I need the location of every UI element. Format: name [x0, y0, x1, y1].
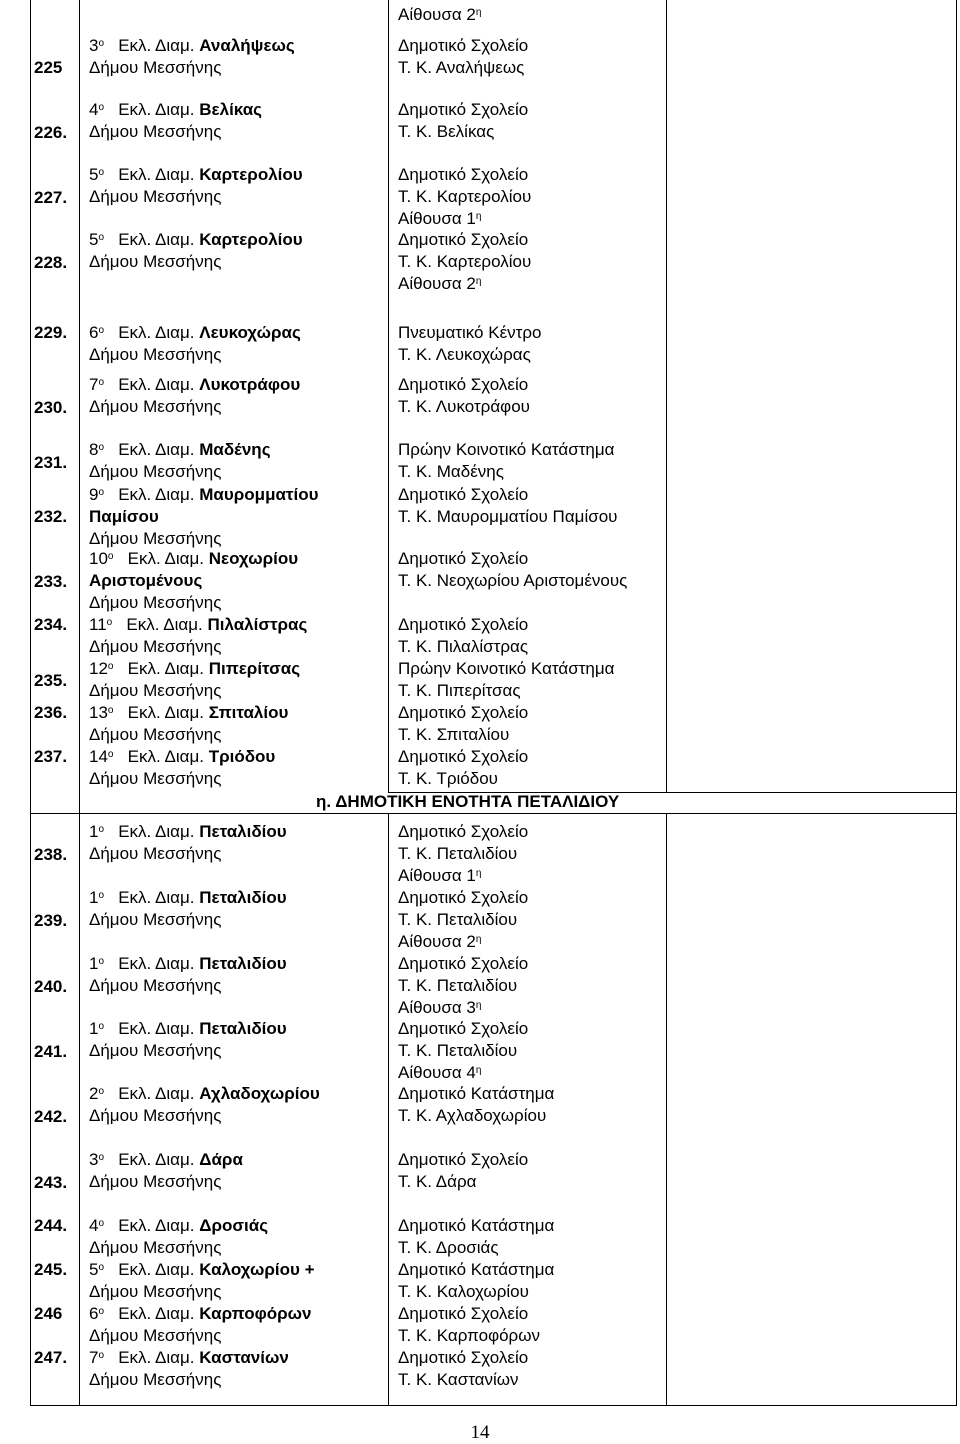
- station-place: Πεταλιδίου: [199, 1019, 287, 1038]
- location-line: [398, 322, 542, 344]
- table-rule: [388, 0, 389, 792]
- location-line: [398, 1237, 499, 1259]
- station-order-suffix: ο: [98, 1350, 105, 1361]
- station-order: 10: [89, 549, 108, 568]
- station-prefix: Εκλ. Διαμ.: [118, 1084, 195, 1103]
- location-line: [398, 99, 528, 121]
- location-text: Δημοτικό Σχολείο: [398, 747, 529, 766]
- station-number: 238.: [34, 845, 68, 864]
- station-name-line: [89, 1303, 311, 1325]
- location-line: [398, 374, 528, 396]
- location-line: [398, 57, 524, 79]
- station-place: Πιπερίτσας: [208, 659, 301, 678]
- location-text: Τ. Κ. Δάρα: [398, 1172, 477, 1191]
- station-place: Λευκοχώρας: [199, 323, 301, 342]
- location-line: [398, 953, 528, 975]
- location-text: Τ. Κ. Πεταλιδίου: [398, 1041, 518, 1060]
- station-order: 8: [89, 440, 99, 459]
- location-line: [398, 843, 517, 865]
- station-prefix: Εκλ. Διαμ.: [118, 165, 195, 184]
- station-order-suffix: ο: [98, 956, 105, 967]
- location-text: Τ. Κ. Πεταλιδίου: [398, 910, 518, 929]
- station-prefix: Εκλ. Διαμ.: [118, 100, 195, 119]
- hall-number-suffix: η: [475, 1000, 482, 1011]
- hall-number-suffix: η: [475, 868, 482, 879]
- location-text: Τ. Κ. Λυκοτράφου: [398, 397, 530, 416]
- station-name-line: [89, 887, 287, 909]
- station-order-suffix: ο: [98, 1218, 105, 1229]
- location-text: Δημοτικό Σχολείο: [398, 375, 529, 394]
- station-order: 5: [89, 230, 99, 249]
- station-place: Δάρα: [199, 1150, 243, 1169]
- station-prefix: Εκλ. Διαμ.: [127, 549, 204, 568]
- station-place: Πεταλιδίου: [199, 822, 287, 841]
- station-order-suffix: ο: [98, 890, 105, 901]
- location-hall: [398, 997, 481, 1019]
- station-municipality: Δήμου Μεσσήνης: [89, 593, 222, 612]
- location-hall: [398, 1062, 481, 1084]
- station-municipality: Δήμου Μεσσήνης: [89, 462, 222, 481]
- location-line: [398, 702, 528, 724]
- hall-number-suffix: η: [475, 211, 482, 222]
- station-name-line: [89, 702, 288, 724]
- station-order-suffix: ο: [98, 325, 105, 336]
- station-municipality: Δήμου Μεσσήνης: [89, 1370, 222, 1389]
- location-line: [398, 229, 528, 251]
- location-text: Τ. Κ. Καστανίων: [398, 1370, 519, 1389]
- station-order: 5: [89, 1260, 99, 1279]
- station-name-line: [89, 229, 303, 251]
- station-order: 12: [89, 659, 108, 678]
- station-order-suffix: ο: [106, 617, 113, 628]
- location-line: [398, 636, 528, 658]
- location-text: Δημοτικό Σχολείο: [398, 954, 529, 973]
- location-line: [398, 506, 617, 528]
- station-place: Καρτερολίου: [199, 230, 303, 249]
- location-text: Δημοτικό Σχολείο: [398, 230, 529, 249]
- station-prefix: Εκλ. Διαμ.: [118, 440, 195, 459]
- station-name-line: [89, 548, 298, 570]
- station-number: 235.: [34, 671, 68, 690]
- station-prefix: Εκλ. Διαμ.: [118, 954, 195, 973]
- station-place: Λυκοτράφου: [199, 375, 301, 394]
- hall-label: Αίθουσα 3: [398, 998, 476, 1017]
- table-rule: [666, 814, 667, 1406]
- location-text: Δημοτικό Σχολείο: [398, 615, 529, 634]
- location-line: [398, 1083, 554, 1105]
- station-name-line: [89, 1149, 243, 1171]
- station-municipality: Δήμου Μεσσήνης: [89, 345, 222, 364]
- location-text: Τ. Κ. Καλοχωρίου: [398, 1282, 529, 1301]
- station-number: 245.: [34, 1260, 68, 1279]
- station-municipality: Δήμου Μεσσήνης: [89, 910, 222, 929]
- station-name-line: [89, 746, 275, 768]
- location-line: [398, 548, 528, 570]
- station-name-line: [89, 99, 262, 121]
- station-prefix: Εκλ. Διαμ.: [127, 703, 204, 722]
- station-number: 242.: [34, 1107, 68, 1126]
- location-line: [398, 768, 498, 790]
- location-line: [398, 1040, 517, 1062]
- station-number: 230.: [34, 397, 68, 417]
- location-text: Δημοτικό Κατάστημα: [398, 1216, 555, 1235]
- station-name-line: [89, 1347, 289, 1369]
- station-name-line: [89, 658, 300, 680]
- location-text: Δημοτικό Σχολείο: [398, 703, 529, 722]
- station-order: 1: [89, 954, 99, 973]
- location-line: [398, 658, 614, 680]
- station-name-line: [89, 614, 307, 636]
- station-order-suffix: ο: [98, 1262, 105, 1273]
- station-order-suffix: ο: [98, 38, 105, 49]
- station-order: 14: [89, 747, 108, 766]
- station-municipality: Δήμου Μεσσήνης: [89, 1282, 222, 1301]
- location-text: Δημοτικό Κατάστημα: [398, 1084, 555, 1103]
- location-line: [398, 1347, 528, 1369]
- station-number: 226.: [34, 122, 68, 142]
- location-line: [398, 484, 528, 506]
- station-number: 225: [34, 58, 63, 77]
- table-rule: [79, 0, 80, 1406]
- station-name-line: [89, 1018, 287, 1040]
- station-prefix: Εκλ. Διαμ.: [127, 659, 204, 678]
- table-rule: [30, 813, 957, 814]
- station-order: 3: [89, 36, 99, 55]
- station-municipality: Δήμου Μεσσήνης: [89, 1106, 222, 1125]
- station-place: Καρτερολίου: [199, 165, 303, 184]
- station-prefix: Εκλ. Διαμ.: [118, 230, 195, 249]
- station-municipality: Δήμου Μεσσήνης: [89, 397, 222, 416]
- location-line: [398, 887, 528, 909]
- station-place: Αχλαδοχωρίου: [199, 1084, 320, 1103]
- location-text: Δημοτικό Σχολείο: [398, 165, 529, 184]
- station-municipality: Δήμου Μεσσήνης: [89, 769, 222, 788]
- station-order-suffix: ο: [98, 232, 105, 243]
- table-rule: [30, 1405, 957, 1406]
- station-number: 231.: [34, 452, 68, 472]
- location-text: Τ. Κ. Αχλαδοχωρίου: [398, 1106, 547, 1125]
- station-municipality: Δήμου Μεσσήνης: [89, 122, 222, 141]
- location-text: Τ. Κ. Τριόδου: [398, 769, 498, 788]
- station-number: 237.: [34, 747, 68, 766]
- hall-number-suffix: η: [475, 934, 482, 945]
- station-municipality: Δήμου Μεσσήνης: [89, 1238, 222, 1257]
- location-text: Τ. Κ. Μαυρομματίου Παμίσου: [398, 507, 618, 526]
- location-text: Τ. Κ. Νεοχωρίου Αριστομένους: [398, 571, 628, 590]
- station-order: 1: [89, 1019, 99, 1038]
- location-line: [398, 35, 528, 57]
- location-text: Πρώην Κοινοτικό Κατάστημα: [398, 440, 615, 459]
- location-line: [398, 121, 494, 143]
- station-order-suffix: ο: [107, 551, 114, 562]
- station-municipality: Δήμου Μεσσήνης: [89, 1041, 222, 1060]
- location-text: Δημοτικό Σχολείο: [398, 100, 529, 119]
- station-name-line: [89, 35, 295, 57]
- location-text: Δημοτικό Σχολείο: [398, 1019, 529, 1038]
- location-text: Τ. Κ. Λευκοχώρας: [398, 345, 531, 364]
- station-place: Τριόδου: [208, 747, 276, 766]
- table-rule: [666, 0, 667, 792]
- table-rule: [956, 0, 957, 1406]
- station-place: Βελίκας: [199, 100, 262, 119]
- station-place: Αναλήψεως: [199, 36, 295, 55]
- station-number: 227.: [34, 187, 68, 207]
- station-prefix: Εκλ. Διαμ.: [118, 1150, 195, 1169]
- location-text: Δημοτικό Σχολείο: [398, 888, 529, 907]
- station-order-suffix: ο: [98, 1021, 105, 1032]
- station-name-line: [89, 1259, 315, 1281]
- location-text: Τ. Κ. Καρτερολίου: [398, 252, 532, 271]
- station-order: 13: [89, 703, 108, 722]
- location-line: [398, 186, 531, 208]
- location-text: Τ. Κ. Καρτερολίου: [398, 187, 532, 206]
- location-line: [398, 1259, 554, 1281]
- location-hall: [398, 208, 481, 230]
- location-line: [398, 1018, 528, 1040]
- location-text: Τ. Κ. Καρποφόρων: [398, 1326, 541, 1345]
- location-line: [398, 164, 528, 186]
- location-line: [398, 746, 528, 768]
- station-prefix: Εκλ. Διαμ.: [118, 1019, 195, 1038]
- station-order: 7: [89, 375, 99, 394]
- hall-label: Αίθουσα 2: [398, 932, 476, 951]
- station-order: 4: [89, 1216, 99, 1235]
- station-prefix: Εκλ. Διαμ.: [118, 36, 195, 55]
- station-place: Καρποφόρων: [199, 1304, 312, 1323]
- location-line: [398, 1369, 519, 1391]
- station-order: 1: [89, 888, 99, 907]
- hall-number-suffix: η: [475, 1065, 482, 1076]
- station-municipality: Δήμου Μεσσήνης: [89, 725, 222, 744]
- station-place-continued: Αριστομένους: [89, 571, 203, 590]
- table-rule: [388, 814, 389, 1406]
- station-prefix: Εκλ. Διαμ.: [118, 1260, 195, 1279]
- station-municipality: Δήμου Μεσσήνης: [89, 844, 222, 863]
- station-prefix: Εκλ. Διαμ.: [118, 375, 195, 394]
- location-line: [398, 1325, 540, 1347]
- station-order-suffix: ο: [107, 661, 114, 672]
- location-text: Τ. Κ. Πιλαλίστρας: [398, 637, 529, 656]
- station-order-suffix: ο: [98, 487, 105, 498]
- station-prefix: Εκλ. Διαμ.: [118, 1348, 195, 1367]
- location-text: Τ. Κ. Βελίκας: [398, 122, 495, 141]
- location-text: Δημοτικό Σχολείο: [398, 485, 529, 504]
- location-text: Τ. Κ. Πιπερίτσας: [398, 681, 521, 700]
- station-number: 240.: [34, 976, 68, 996]
- hall-label: Αίθουσα 1: [398, 209, 476, 228]
- station-place: Πιλαλίστρας: [207, 615, 308, 634]
- station-prefix: Εκλ. Διαμ.: [118, 485, 195, 504]
- station-municipality: Δήμου Μεσσήνης: [89, 1326, 222, 1345]
- location-hall: [398, 865, 481, 887]
- station-number: 229.: [34, 323, 68, 342]
- station-order-suffix: ο: [98, 377, 105, 388]
- location-text: Πνευματικό Κέντρο: [398, 323, 542, 342]
- station-prefix: Εκλ. Διαμ.: [127, 747, 204, 766]
- station-number: 244.: [34, 1216, 68, 1235]
- location-line: [398, 1149, 528, 1171]
- location-text: Τ. Κ. Μαδένης: [398, 462, 504, 481]
- station-order: 6: [89, 1304, 99, 1323]
- location-line: [398, 975, 517, 997]
- location-text: Τ. Κ. Πεταλιδίου: [398, 844, 518, 863]
- location-line: [398, 680, 521, 702]
- page-number: 14: [470, 1422, 490, 1443]
- location-text: Δημοτικό Σχολείο: [398, 36, 529, 55]
- location-line: [398, 344, 531, 366]
- station-number: 247.: [34, 1348, 68, 1367]
- station-name-line: [89, 484, 319, 506]
- station-number: 228.: [34, 252, 68, 272]
- station-order-suffix: ο: [98, 1152, 105, 1163]
- station-prefix: Εκλ. Διαμ.: [118, 888, 195, 907]
- station-place: Πεταλιδίου: [199, 888, 287, 907]
- station-place: Μαδένης: [199, 440, 271, 459]
- location-text: Τ. Κ. Σπιταλίου: [398, 725, 510, 744]
- station-order: 1: [89, 822, 99, 841]
- hall-number-suffix: η: [475, 276, 482, 287]
- station-order: 6: [89, 323, 99, 342]
- location-line: [398, 570, 627, 592]
- station-order: 4: [89, 100, 99, 119]
- station-order-suffix: ο: [107, 705, 114, 716]
- station-name-line: [89, 1215, 268, 1237]
- station-place: Νεοχωρίου: [208, 549, 299, 568]
- station-order-suffix: ο: [107, 749, 114, 760]
- station-order: 3: [89, 1150, 99, 1169]
- station-number: 243.: [34, 1173, 68, 1192]
- station-place: Πεταλιδίου: [199, 954, 287, 973]
- location-hall: [398, 273, 481, 295]
- location-line: [398, 461, 504, 483]
- location-line: [398, 1171, 477, 1193]
- location-text: Δημοτικό Σχολείο: [398, 1150, 529, 1169]
- location-line: [398, 396, 530, 418]
- station-number: 246: [34, 1304, 63, 1323]
- station-name-line: [89, 1083, 320, 1105]
- location-hall: [398, 931, 481, 953]
- station-number: 239.: [34, 911, 68, 930]
- station-municipality: Δήμου Μεσσήνης: [89, 1172, 222, 1191]
- location-text: Δημοτικό Σχολείο: [398, 1348, 529, 1367]
- section-heading-petalidi: η. ΔΗΜΟΤΙΚΗ ΕΝΟΤΗΤΑ ΠΕΤΑΛΙΔΙΟΥ: [316, 792, 620, 811]
- station-order: 5: [89, 165, 99, 184]
- station-name-line: [89, 953, 287, 975]
- station-name-line: [89, 374, 300, 396]
- station-number: 233.: [34, 572, 68, 591]
- station-name-line: [89, 164, 303, 186]
- location-line: [398, 251, 531, 273]
- location-text: Πρώην Κοινοτικό Κατάστημα: [398, 659, 615, 678]
- station-order: 11: [89, 615, 107, 634]
- hall-label: Αίθουσα 2: [398, 274, 476, 293]
- station-place: Καστανίων: [199, 1348, 289, 1367]
- location-line: [398, 1215, 554, 1237]
- station-order-suffix: ο: [98, 102, 105, 113]
- station-number: 236.: [34, 703, 68, 722]
- station-order-suffix: ο: [98, 1086, 105, 1097]
- station-number: 241.: [34, 1041, 68, 1061]
- location-line: [398, 909, 517, 931]
- station-order: 2: [89, 1084, 99, 1103]
- station-place: Δροσιάς: [199, 1216, 269, 1235]
- station-name-line: [89, 322, 301, 344]
- station-municipality: Δήμου Μεσσήνης: [89, 681, 222, 700]
- location-line: [398, 1105, 546, 1127]
- location-line: [398, 614, 528, 636]
- location-text: Δημοτικό Σχολείο: [398, 549, 529, 568]
- location-text: Τ. Κ. Αναλήψεως: [398, 58, 525, 77]
- station-municipality: Δήμου Μεσσήνης: [89, 58, 222, 77]
- location-text: Δημοτικό Σχολείο: [398, 1304, 529, 1323]
- location-line: [398, 724, 509, 746]
- station-place: Μαυρομματίου: [199, 485, 319, 504]
- station-order-suffix: ο: [98, 824, 105, 835]
- station-place-continued: Παμίσου: [89, 507, 159, 526]
- station-place: Καλοχωρίου +: [199, 1260, 315, 1279]
- station-municipality: Δήμου Μεσσήνης: [89, 529, 222, 548]
- station-order-suffix: ο: [98, 167, 105, 178]
- location-line: [398, 1303, 528, 1325]
- station-order: 7: [89, 1348, 99, 1367]
- table-rule: [30, 0, 31, 1406]
- location-text: Τ. Κ. Πεταλιδίου: [398, 976, 518, 995]
- station-prefix: Εκλ. Διαμ.: [126, 615, 203, 634]
- station-order-suffix: ο: [98, 1306, 105, 1317]
- location-line: [398, 1281, 529, 1303]
- location-text: Δημοτικό Σχολείο: [398, 822, 529, 841]
- station-municipality: Δήμου Μεσσήνης: [89, 187, 222, 206]
- station-prefix: Εκλ. Διαμ.: [118, 1304, 195, 1323]
- station-name-line: [89, 821, 287, 843]
- station-order-suffix: ο: [98, 442, 105, 453]
- hall-label: Αίθουσα 1: [398, 866, 476, 885]
- location-text: Τ. Κ. Δροσιάς: [398, 1238, 499, 1257]
- station-prefix: Εκλ. Διαμ.: [118, 323, 195, 342]
- station-municipality: Δήμου Μεσσήνης: [89, 976, 222, 995]
- station-name-line: [89, 439, 271, 461]
- station-prefix: Εκλ. Διαμ.: [118, 822, 195, 841]
- station-number: 232.: [34, 507, 68, 526]
- station-municipality: Δήμου Μεσσήνης: [89, 637, 222, 656]
- station-prefix: Εκλ. Διαμ.: [118, 1216, 195, 1235]
- station-municipality: Δήμου Μεσσήνης: [89, 252, 222, 271]
- location-line: [398, 821, 528, 843]
- station-number: 234.: [34, 615, 68, 634]
- station-place: Σπιταλίου: [208, 703, 289, 722]
- location-text: Δημοτικό Κατάστημα: [398, 1260, 555, 1279]
- header-hall-label: Αίθουσα $2^\eta$: [398, 5, 482, 24]
- station-order: 9: [89, 485, 99, 504]
- location-line: [398, 439, 614, 461]
- hall-label: Αίθουσα 4: [398, 1063, 476, 1082]
